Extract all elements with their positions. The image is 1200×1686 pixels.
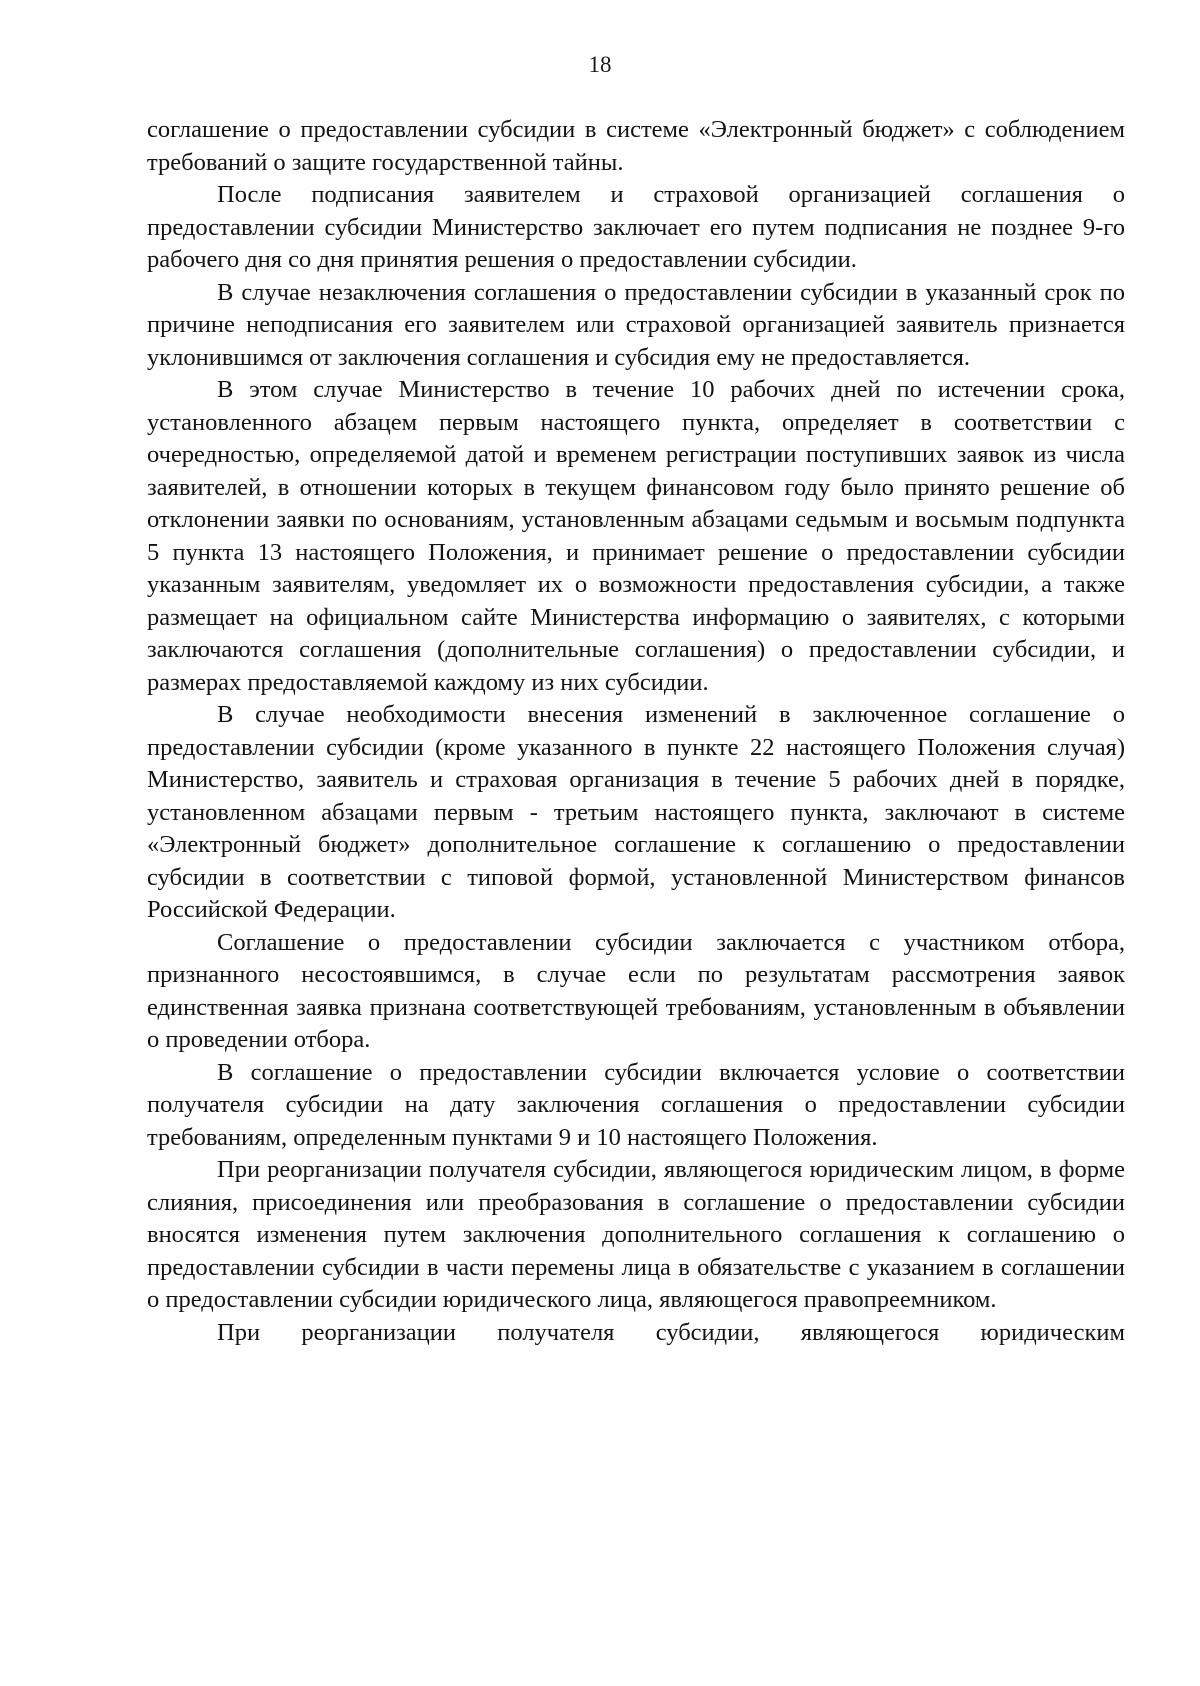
- paragraph: В случае незаключения соглашения о предоставлении субсидии в указанный срок по причине неподписания его заявителем или страховой организацией заявитель признается уклонившимся от заключения соглашения и субсидия ему не предоставляется.: [147, 278, 1125, 371]
- paragraph: В соглашение о предоставлении субсидии включается условие о соответствии получателя субсидии на дату заключения соглашения о предоставлении субсидии требованиям, определенным пунктами 9 и 10 настоящего Положения.: [147, 1058, 1125, 1151]
- paragraph: В случае необходимости внесения изменений в заключенное соглашение о предоставлении субсидии (кроме указанного в пункте 22 настоящего Положения случая) Министерство, заявитель и страховая организация в течение 5 рабочих дней в порядке, установленном абзацами первым - третьим настоящего пункта, заключают в системе «Электронный бюджет» дополнительное соглашение к соглашению о предоставлении субсидии в соответствии с типовой формой, установленной Министерством финансов Российской Федерации.: [147, 701, 1125, 923]
- paragraph: При реорганизации получателя субсидии, являющегося юридическим лицом, в форме слияния, присоединения или преобразования в соглашение о предоставлении субсидии вносятся изменения путем заключения дополнительного соглашения к соглашению о предоставлении субсидии в части перемены лица в обязательстве с указанием в соглашении о предоставлении субсидии юридического лица, являющегося правопреемником.: [147, 1156, 1125, 1313]
- paragraph: В этом случае Министерство в течение 10 рабочих дней по истечении срока, установленного абзацем первым настоящего пункта, определяет в соответствии с очередностью, определяемой датой и временем регистрации поступивших заявок из числа заявителей, в отношении которых в текущем финансовом году было принято решение об отклонении заявки по основаниям, установленным абзацами седьмым и восьмым подпункта 5 пункта 13 настоящего Положения, и принимает решение о предоставлении субсидии указанным заявителям, уведомляет их о возможности предоставления субсидии, а также размещает на официальном сайте Министерства информацию о заявителях, с которыми заключаются соглашения (дополнительные соглашения) о предоставлении субсидии, и размерах предоставляемой каждому из них субсидии.: [147, 376, 1125, 696]
- paragraph: После подписания заявителем и страховой организацией соглашения о предоставлении субсидии Министерство заключает его путем подписания не позднее 9-го рабочего дня со дня принятия решения о предоставлении субсидии.: [147, 181, 1125, 273]
- document-body: [147, 114, 1125, 1349]
- paragraph-continuation: соглашение о предоставлении субсидии в системе «Электронный бюджет» с соблюдением требований о защите государственной тайны.: [147, 116, 1125, 176]
- paragraph: Соглашение о предоставлении субсидии заключается с участником отбора, признанного несостоявшимся, в случае если по результатам рассмотрения заявок единственная заявка признана соответствующей требованиям, установленным в объявлении о проведении отбора.: [147, 928, 1125, 1053]
- page-number: 18: [588, 52, 612, 77]
- paragraph-truncated: При реорганизации получателя субсидии, являющегося юридическим: [217, 1318, 1125, 1346]
